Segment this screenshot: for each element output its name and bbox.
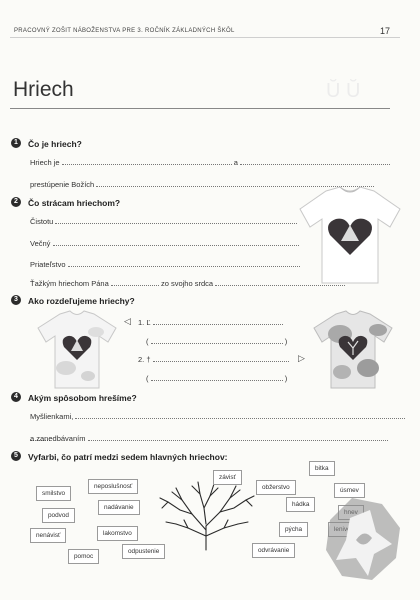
word-box-odvravanie[interactable]: odvrávanie <box>252 543 295 558</box>
question-1-text: Čo je hriech? <box>28 139 82 149</box>
word-box-obzerstvo[interactable]: obžerstvo <box>256 480 296 495</box>
q1-line-1 <box>30 158 390 167</box>
q2-blank-2[interactable] <box>53 239 299 246</box>
q2-line-4-end: zo svojho srdca <box>160 279 214 288</box>
q1-line-1-and: a <box>233 158 238 167</box>
q4-line-2-label: a zanedbávaním <box>30 434 86 443</box>
word-box-zavist[interactable]: závisť <box>213 470 242 485</box>
q2-line-1-text: Čistotu <box>30 217 54 226</box>
word-box-nenavist[interactable]: nenávisť <box>30 528 66 543</box>
q4-line-2-text <box>30 434 388 443</box>
q3-paren-2-open: ( <box>146 374 149 383</box>
q2-blank-3[interactable] <box>68 260 300 267</box>
q3-paren-2 <box>146 374 287 383</box>
word-box-odpustenie[interactable]: odpustenie <box>122 544 165 559</box>
word-box-usmev[interactable]: úsmev <box>334 483 365 498</box>
q2-blank-4[interactable] <box>111 279 159 286</box>
q3-item-1 <box>138 318 283 327</box>
q4-line-1-text: Myšlienkami, <box>30 412 74 421</box>
publisher-logo-icon <box>312 488 416 597</box>
page-title: Hriech <box>13 78 74 101</box>
word-box-pycha[interactable]: pýcha <box>279 522 308 537</box>
tshirt-dark-stained-illustration <box>312 310 394 390</box>
question-2-text: Čo strácam hriechom? <box>28 198 121 208</box>
q2-line-2-text: Večný <box>30 239 51 248</box>
q4-blank-1[interactable] <box>75 412 405 419</box>
q1-blank-2[interactable] <box>240 158 390 165</box>
workbook-header: PRACOVNÝ ZOŠIT NÁBOŽENSTVA PRE 3. ROČNÍK ZÁKLADNÝCH ŠKÔL <box>14 28 235 34</box>
question-4-number: 4 <box>11 392 21 402</box>
q3-blank-4[interactable] <box>151 374 283 381</box>
question-4-text: Akým spôsobom hrešíme? <box>28 393 137 403</box>
bare-tree-illustration <box>152 478 260 557</box>
word-box-neposlusnost[interactable]: neposlušnosť <box>88 479 138 494</box>
q2-line-1 <box>30 217 297 226</box>
question-5-number: 5 <box>11 451 21 461</box>
q4-line-1 <box>30 412 405 421</box>
word-box-smilstvo[interactable]: smilstvo <box>36 486 71 501</box>
q3-item-1-label: 1. Ľ <box>138 318 151 327</box>
q2-line-3 <box>30 260 300 269</box>
question-3-number: 3 <box>11 295 21 305</box>
page-number: 17 <box>379 26 390 36</box>
bleed-through-glyphs: Ŭ Ŭ <box>326 80 361 102</box>
word-box-hadka[interactable]: hádka <box>286 497 315 512</box>
title-underline <box>10 108 390 109</box>
header-divider <box>10 37 400 38</box>
q1-line-1-start: Hriech je <box>30 158 60 167</box>
word-box-nadavanie[interactable]: nadávanie <box>98 500 140 515</box>
question-1-number: 1 <box>11 138 21 148</box>
word-box-bitka[interactable]: bitka <box>309 461 335 476</box>
q3-item-2 <box>138 355 289 364</box>
question-5-text: Vyfarbi, čo patrí medzi sedem hlavných hriechov: <box>28 452 228 462</box>
q3-paren-1-close: ) <box>284 337 288 346</box>
q2-line-2 <box>30 239 299 248</box>
word-box-podvod[interactable]: podvod <box>42 508 75 523</box>
word-box-pomoc[interactable]: pomoc <box>68 549 99 564</box>
q2-line-4-start: Ťažkým hriechom Pána <box>30 279 109 288</box>
question-2-number: 2 <box>11 197 21 207</box>
word-box-lakomstvo[interactable]: lakomstvo <box>97 526 138 541</box>
q3-paren-1 <box>146 337 287 346</box>
q4-blank-3[interactable] <box>88 434 388 441</box>
q1-blank-1[interactable] <box>62 158 232 165</box>
q2-line-3-text: Priateľstvo <box>30 260 66 269</box>
q3-paren-1-open: ( <box>146 337 149 346</box>
arrow-right-icon: ▷ <box>298 353 305 363</box>
tshirt-light-stained-illustration <box>36 310 118 390</box>
q3-item-2-label: 2. † <box>138 355 151 364</box>
q1-line-2-text: prestúpenie Božích <box>30 180 95 189</box>
q3-paren-2-close: ) <box>284 374 288 383</box>
q3-blank-2[interactable] <box>151 337 283 344</box>
arrow-left-icon: ◁ <box>124 316 131 326</box>
q2-blank-1[interactable] <box>55 217 297 224</box>
q3-blank-3[interactable] <box>153 355 289 362</box>
question-3-text: Ako rozdeľujeme hriechy? <box>28 296 135 306</box>
q3-blank-1[interactable] <box>153 318 283 325</box>
tshirt-heart-illustration <box>296 185 404 287</box>
